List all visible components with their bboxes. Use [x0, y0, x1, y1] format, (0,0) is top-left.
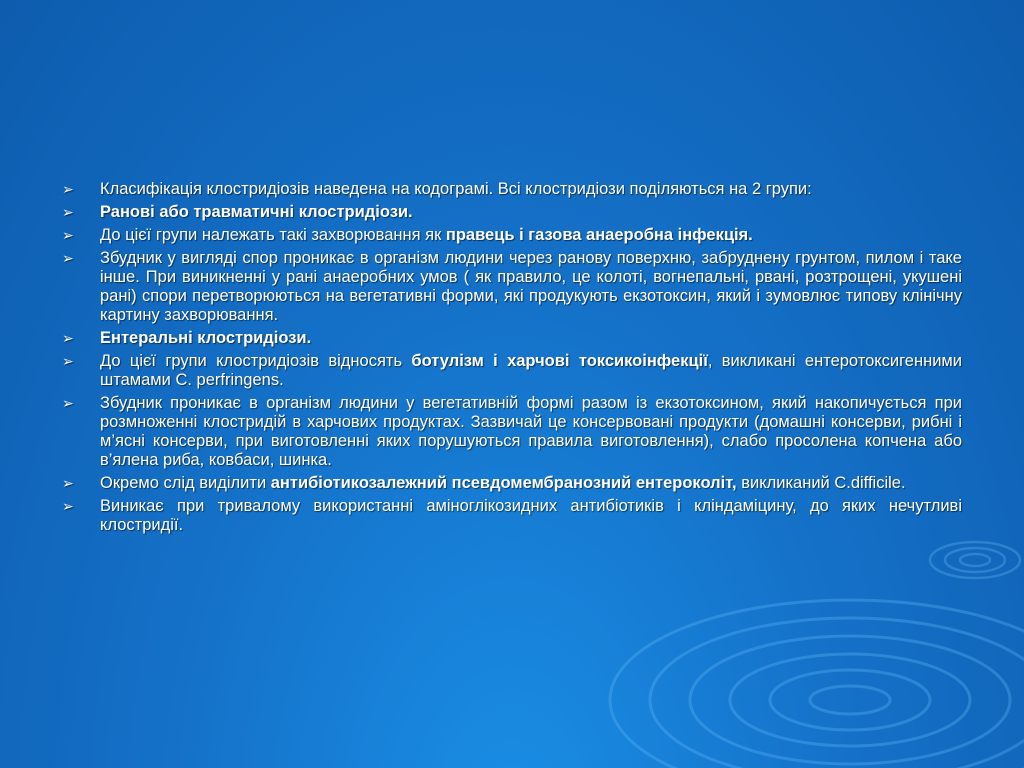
body-text: До цієї групи клостридіозів відносять [100, 352, 412, 370]
bold-text: правець і газова анаеробна інфекція. [445, 226, 753, 244]
ripple-ring [730, 654, 970, 746]
arrowhead-bullet-icon: ➢ [62, 204, 74, 220]
bullet-item [62, 497, 962, 535]
bold-text: Ранові або травматичні клостридіози. [100, 203, 413, 221]
bullet-list [62, 180, 962, 539]
ripple-ring [960, 554, 990, 566]
bullet-item [62, 249, 962, 325]
arrowhead-bullet-icon: ➢ [62, 181, 74, 197]
bullet-item [62, 180, 962, 199]
ripple-ring [810, 686, 890, 714]
body-text: , викликані ентеротоксигенними штамами C. perfringens. [100, 352, 962, 389]
arrowhead-bullet-icon: ➢ [62, 498, 74, 514]
arrowhead-bullet-icon: ➢ [62, 395, 74, 411]
bold-text: ботулізм і харчові токсикоінфекції [411, 352, 708, 370]
bullet-item [62, 203, 962, 222]
ripple-ring [945, 548, 1005, 572]
body-text: Виникає при тривалому використанні аміноглікозидних антибіотиків і кліндаміцину, до яких нечутливі клостридії. [100, 497, 962, 534]
body-text: викликаний C.difficile. [736, 474, 906, 492]
bold-text: Ентеральні клостридіози. [100, 329, 312, 347]
arrowhead-bullet-icon: ➢ [62, 330, 74, 346]
arrowhead-bullet-icon: ➢ [62, 475, 74, 491]
bullet-item [62, 329, 962, 348]
body-text: Збудник у вигляді спор проникає в організм людини через ранову поверхню, забруднену грунтом, пилом і таке інше. При виникненні у рані анаеробних умов ( як правило, це колоті, вогнепальні, рвані, розтрощені, укушені рані) спори перетворюються на вегетативні форми, які продукують екзотоксин, який і зумовлює типову клінічну картину захворювання. [100, 249, 962, 324]
body-text: Збудник проникає в організм людини у вегетативній формі разом із екзотоксином, який накопичується при розмноженні клостридій в харчових продуктах. Зазвичай це консервовані продукти (домашні консерви, рибні і м’ясні консерви, при виготовленні яких порушуються правила виготовлення), слабо просолена копчена або в’ялена риба, ковбаси, шинка. [100, 394, 962, 469]
arrowhead-bullet-icon: ➢ [62, 227, 74, 243]
bullet-item [62, 352, 962, 390]
arrowhead-bullet-icon: ➢ [62, 250, 74, 266]
bold-text: антибіотикозалежний псевдомембранозний ентероколіт, [270, 474, 737, 492]
body-text: До цієї групи належать такі захворювання як [100, 226, 446, 244]
arrowhead-bullet-icon: ➢ [62, 353, 74, 369]
ripple-ring [770, 670, 930, 730]
bullet-item [62, 226, 962, 245]
bullet-item [62, 474, 962, 493]
body-text: Класифікація клостридіозів наведена на кодограмі. Всі клостридіози поділяються на 2 групи: [100, 180, 812, 198]
bullet-item [62, 394, 962, 470]
body-text: Окремо слід виділити [100, 474, 271, 492]
